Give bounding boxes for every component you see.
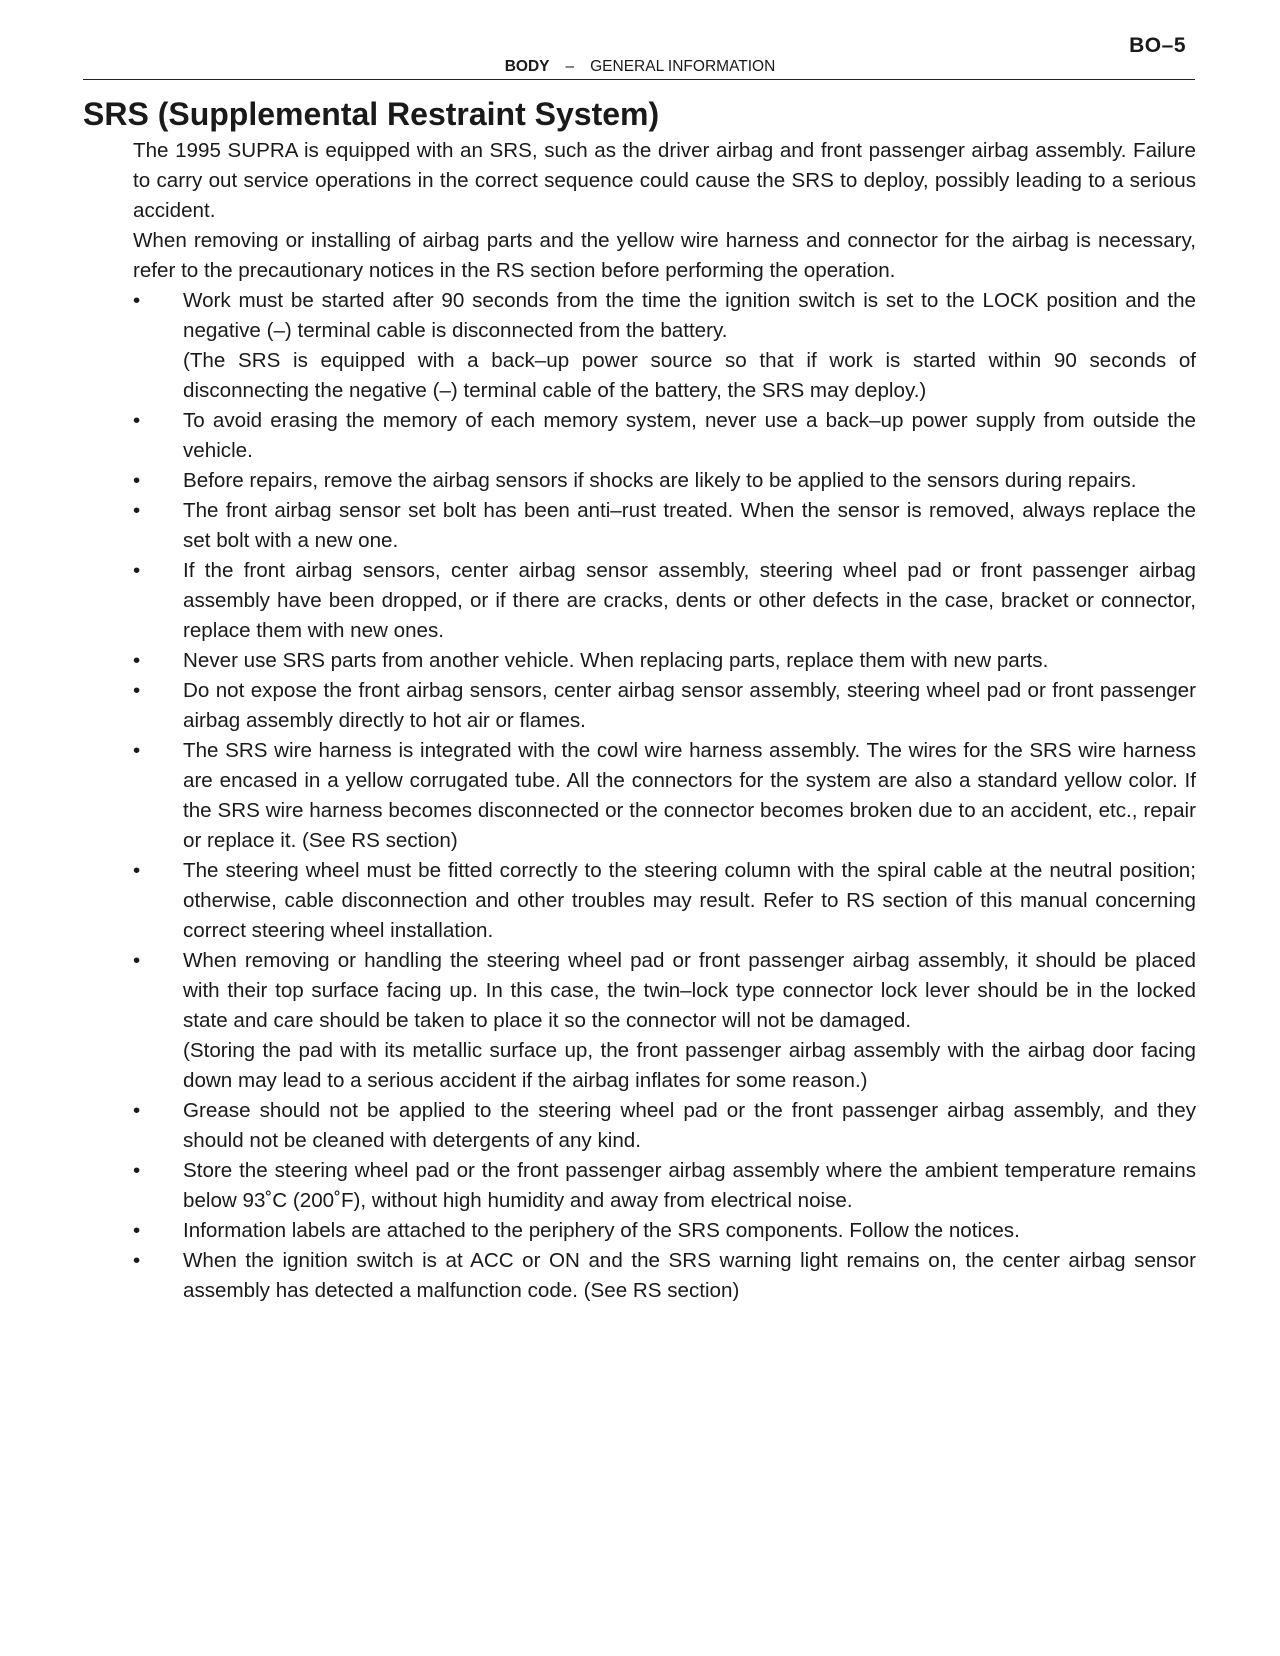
precaution-note: (Storing the pad with its metallic surface up, the front passenger airbag assembly with the airbag door facing down may lead to a serious accident if the airbag inflates for some reason.) [183,1039,1196,1092]
precaution-item [133,466,1196,496]
bullet-icon: • [133,949,141,972]
precaution-note: (The SRS is equipped with a back–up power source so that if work is started within 90 seconds of disconnecting the negative (–) terminal cable of the battery, the SRS may deploy.) [183,349,1196,402]
intro-paragraph: The 1995 SUPRA is equipped with an SRS, such as the driver airbag and front passenger airbag assembly. Failure to carry out service operations in the correct sequence could cause the SRS to deploy, possibly leading to a serious accident. [133,139,1196,222]
bullet-icon: • [133,289,141,312]
precaution-item [133,1216,1196,1246]
precaution-item [133,406,1196,466]
section-name: BODY [504,58,550,75]
body-content [133,136,1196,1306]
header-rule [83,79,1195,80]
header-separator: – [565,58,575,75]
bullet-icon: • [133,679,141,702]
precaution-item [133,1246,1196,1306]
precaution-list [133,286,1196,1306]
precaution-text: The SRS wire harness is integrated with the cowl wire harness assembly. The wires for the SRS wire harness are encased in a yellow corrugated tube. All the connectors for the system are also a standard yellow color. If the SRS wire harness becomes disconnected or the connector becomes broken due to an accident, etc., repair or replace it. (See RS section) [183,739,1196,852]
precaution-text: Information labels are attached to the periphery of the SRS components. Follow the notices. [183,1219,1020,1242]
precaution-text: Do not expose the front airbag sensors, center airbag sensor assembly, steering wheel pad or front passenger airbag assembly directly to hot air or flames. [183,679,1196,732]
bullet-icon: • [133,1159,141,1182]
precaution-text: Never use SRS parts from another vehicle. When replacing parts, replace them with new parts. [183,649,1049,672]
bullet-icon: • [133,859,141,882]
bullet-icon: • [133,499,141,522]
intro-paragraph: When removing or installing of airbag parts and the yellow wire harness and connector for the airbag is necessary, refer to the precautionary notices in the RS section before performing the operation. [133,229,1196,282]
bullet-icon: • [133,1099,141,1122]
bullet-icon: • [133,649,141,672]
page-title: SRS (Supplemental Restraint System) [83,96,660,132]
precaution-text: Before repairs, remove the airbag sensors if shocks are likely to be applied to the sensors during repairs. [183,469,1137,492]
page-number: BO–5 [1129,34,1186,57]
running-header [0,58,1280,76]
precaution-item [133,556,1196,646]
bullet-icon: • [133,469,141,492]
precaution-text: When the ignition switch is at ACC or ON and the SRS warning light remains on, the center airbag sensor assembly has detected a malfunction code. (See RS section) [183,1249,1196,1302]
precaution-item [133,946,1196,1096]
subsection-name: GENERAL INFORMATION [590,58,776,75]
precaution-text: Grease should not be applied to the steering wheel pad or the front passenger airbag assembly, and they should not be cleaned with detergents of any kind. [183,1099,1196,1152]
precaution-item [133,646,1196,676]
precaution-text: To avoid erasing the memory of each memory system, never use a back–up power supply from outside the vehicle. [183,409,1196,462]
precaution-item [133,1156,1196,1216]
precaution-text: Work must be started after 90 seconds from the time the ignition switch is set to the LOCK position and the negative (–) terminal cable is disconnected from the battery. [183,289,1196,342]
bullet-icon: • [133,1219,141,1242]
bullet-icon: • [133,559,141,582]
bullet-icon: • [133,739,141,762]
precaution-item [133,856,1196,946]
precaution-text: Store the steering wheel pad or the front passenger airbag assembly where the ambient temperature remains below 93˚C (200˚F), without high humidity and away from electrical noise. [183,1159,1196,1212]
precaution-text: The front airbag sensor set bolt has been anti–rust treated. When the sensor is removed, always replace the set bolt with a new one. [183,499,1196,552]
precaution-item [133,496,1196,556]
precaution-text: When removing or handling the steering wheel pad or front passenger airbag assembly, it should be placed with their top surface facing up. In this case, the twin–lock type connector lock lever should be in the locked state and care should be taken to place it so the connector will not be damaged. [183,949,1196,1032]
precaution-item [133,676,1196,736]
precaution-item [133,736,1196,856]
precaution-text: If the front airbag sensors, center airbag sensor assembly, steering wheel pad or front passenger airbag assembly have been dropped, or if there are cracks, dents or other defects in the case, bracket or connector, replace them with new ones. [183,559,1196,642]
precaution-item [133,1096,1196,1156]
precaution-text: The steering wheel must be fitted correctly to the steering column with the spiral cable at the neutral position; otherwise, cable disconnection and other troubles may result. Refer to RS section of this manual concerning correct steering wheel installation. [183,859,1196,942]
bullet-icon: • [133,1249,141,1272]
bullet-icon: • [133,409,141,432]
precaution-item [133,286,1196,406]
